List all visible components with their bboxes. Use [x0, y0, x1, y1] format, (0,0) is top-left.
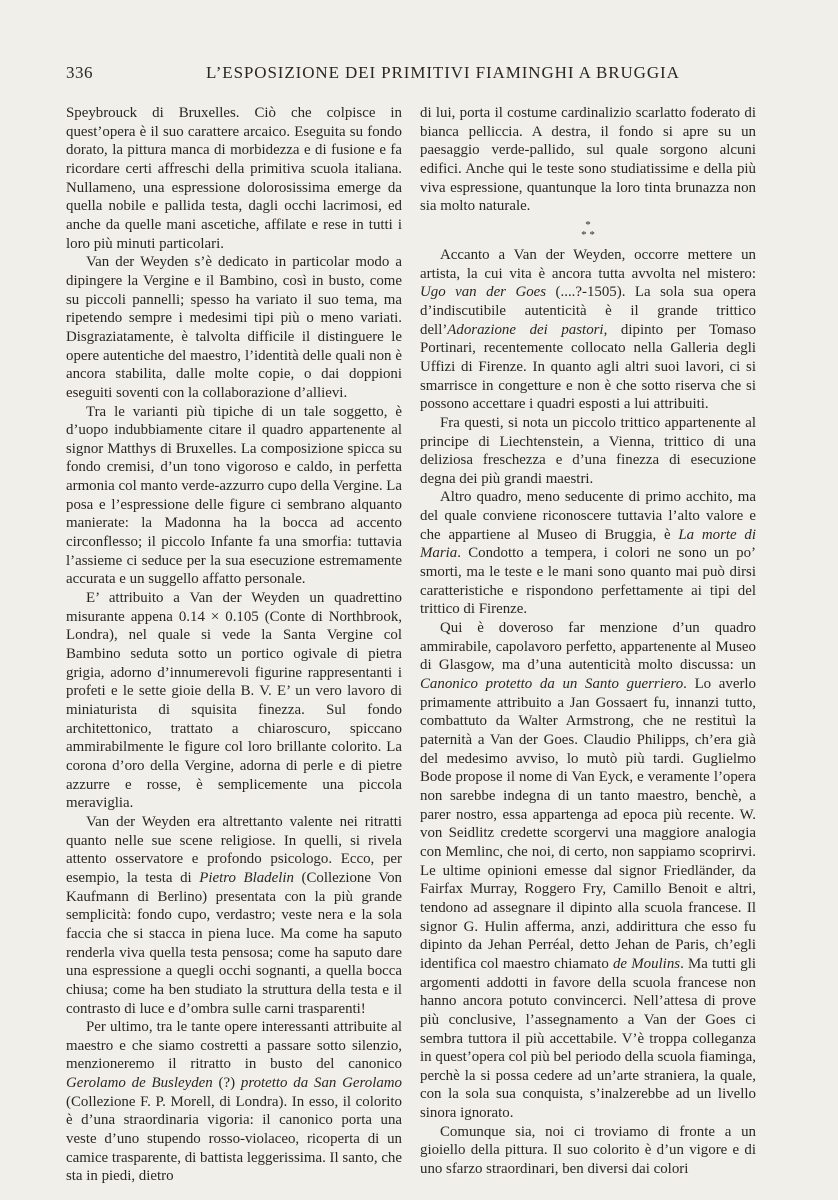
paragraph: Comunque sia, noi ci troviamo di fronte a un gioiello della pittura. Il suo colorito è d’un vigore e di uno sfarzo straordinari, ben diversi dai colori: [420, 1123, 756, 1178]
italic-title: La morte di Maria: [420, 526, 756, 562]
asterism-top: *: [585, 218, 591, 231]
paragraph: Per ultimo, tra le tante opere interessanti attribuite al maestro e che siamo costretti a passare sotto silenzio, menzioneremo il ritratto in busto del canonico Gerolamo de Busleyden (?) protetto da San Gerolamo (Collezione F. P. Morell, di Londra). In esso, il colorito è d’una straordinaria vigoria: il canonico porta una veste d’uno stupendo rosso-violaceo, ricoperta di un camice trasparente, di battista leggerissima. Il santo, che sta in piedi, dietro: [66, 1019, 402, 1185]
section-separator: [420, 216, 756, 246]
paragraph: E’ attribuito a Van der Weyden un quadrettino misurante appena 0.14 × 0.105 (Conte di Northbrook, Londra), nel quale si vede la Santa Vergine col Bambino seduta sotto un portico ogivale di pietra grigia, adorno d’innumerevoli figurine rappresentanti i profeti e le sette gioie della B. V. E’ un vero lavoro di miniaturista di squisita finezza. Sul fondo architettonico, trattato a chiaroscuro, spiccano ammirabilmente le figure col loro brillante colorito. La corona d’oro della Vergine, adorna di perle e di pietre azzurre e rosse, è semplicemente una piccola meraviglia.: [66, 590, 402, 812]
paragraph: Van der Weyden era altrettanto valente nei ritratti quanto nelle sue scene religiose. In quelli, si rivela attento osservatore e profondo psicologo. Ecco, per esempio, la testa di Pietro Bladelin (Collezione Von Kaufmann di Berlino) presentata con la più grande semplicità: fondo cupo, verdastro; veste nera e la sola faccia che si stacca in piena luce. Ma come ha saputo renderla viva quella testa pensosa; come ha saputo dare una espressione a quegli occhi sognanti, a quella bocca chiusa; come ha ben studiato la struttura della testa e il contrasto di luce e d’ombra sulle carni trasparenti!: [66, 813, 402, 1017]
page-header: [0, 63, 838, 87]
italic-title: protetto da San Gerolamo: [240, 1075, 402, 1092]
paragraph: Fra questi, si nota un piccolo trittico appartenente al principe di Liechtenstein, a Vienna, trittico di una deliziosa freschezza e d’una finezza di esecuzione degna dei più grandi maestri.: [420, 414, 756, 487]
page-number: 336: [66, 63, 93, 82]
paragraph: Qui è doveroso far menzione d’un quadro ammirabile, capolavoro perfetto, appartenente al Museo di Glasgow, ma d’una autenticità molto discussa: un Canonico protetto da un Santo guerriero. Lo averlo primamente attribuito a Jan Gossaert fu, innanzi tutto, combattuto da Walter Armstrong, che ne restituì la paternità a Van der Goes. Claudio Philipps, ch’era già del medesimo avviso, lo mutò più tardi. Guglielmo Bode propose il nome di Van Eyck, e veramente l’opera non sarebbe indegna di un tanto maestro, benchè, a parer nostro, essa appartenga ad epoca più recente. W. von Seidlitz credette scorgervi una maggiore analogia con Memlinc, che noi, di certo, non sappiamo scoprirvi. Le ultime opinioni emesse dal signor Friedländer, da Fairfax Murray, Roggero Fry, Camillo Benoit e altri, tendono ad assegnare il dipinto alla scuola francese. Il signor G. Hulin afferma, anzi, addirittura che esso fu dipinto da Jehan Perréal, detto Jehan de Paris, ch’egli identifica col maestro chiamato de Moulins. Ma tutti gli argomenti addotti in favore della scuola francese non hanno ancora potuto convincerci. Nell’attesa di prove più conclusive, l’assegnamento a Van der Goes ci sembra tuttora il più accettabile. V’è troppa colleganza in quest’opera col più bel periodo della scuola fiaminga, perchè la si possa cedere ad un’arte straniera, la quale, con la sola sua conquista, s’inalzerebbe ad un livello sinora ignorato.: [420, 620, 756, 1122]
paragraph: Altro quadro, meno seducente di primo acchito, ma del quale conviene riconoscere tuttavia l’alto valore e che appartiene al Museo di Bruggia, è La morte di Maria. Condotto a tempera, i colori ne sono un po’ smorti, ma le teste e le mani sono quanto mai può dirsi caratteristiche e rispondono perfettamente ai tipi del trittico di Firenze.: [420, 489, 756, 618]
paragraph: Van der Weyden s’è dedicato in particolar modo a dipingere la Vergine e il Bambino, così in busto, come su piccoli pannelli; spesso ha variato il suo tema, ma ripetendo sempre i medesimi tipi più o meno variati. Disgraziatamente, è talvolta difficile il distinguere le opere autentiche del maestro, l’identità delle quali non è ancora stabilita, dalle molte copie, o dai doppioni eseguiti soventi con la collaborazione d’allievi.: [66, 254, 402, 401]
right-column: [420, 104, 756, 1179]
paragraph: Accanto a Van der Weyden, occorre mettere un artista, la cui vita è ancora tutta avvolta nel mistero: Ugo van der Goes (....?-1505). La sola sua opera d’indiscutibile autenticità è il grande trittico dell’Adorazione dei pastori, dipinto per Tomaso Portinari, recentemente collocato nella Galleria degli Uffizi di Firenze. In quanto agli altri suoi lavori, ci si smarrisce in congetture e non è che sotto riserva che si possono accettare i quadri esposti a lui attribuiti.: [420, 246, 757, 413]
left-column: [66, 104, 402, 1186]
italic-title: Adorazione dei pastori: [447, 321, 604, 338]
running-title: L’ESPOSIZIONE DEI PRIMITIVI FIAMINGHI A BRUGGIA: [206, 63, 680, 82]
italic-title: Gerolamo de Busleyden: [66, 1075, 213, 1092]
paragraph: Speybrouck di Bruxelles. Ciò che colpisce in quest’opera è il suo carattere arcaico. Eseguita su fondo dorato, la pittura manca di morbidezza e di fusione e fa ricordare certi affreschi della primitiva scuola italiana. Nullameno, una espressione dolorosissima emerge da quella nobile e pallida testa, dagli occhi lacrimosi, ed anche da quelle mani ascetiche, affilate e rese in tutti i loro più minuti particolari.: [66, 105, 402, 252]
paragraph: di lui, porta il costume cardinalizio scarlatto foderato di bianca pelliccia. A destra, il fondo si apre su un paesaggio verde-pallido, sul quale sorgono alcuni edifici. Anche qui le teste sono studiatissime e della più viva espressione, quantunque la loro tinta brunazza non sia molto naturale.: [420, 105, 756, 215]
asterism-bottom: * *: [581, 228, 595, 241]
italic-title: Ugo van der Goes: [420, 284, 547, 301]
italic-title: Pietro Bladelin: [199, 869, 294, 886]
italic-title: Canonico protetto da un Santo guerriero: [420, 676, 684, 693]
italic-title: de Moulins: [612, 955, 681, 972]
paragraph: Tra le varianti più tipiche di un tale soggetto, è d’uopo indubbiamente citare il quadro appartenente al signor Matthys di Bruxelles. La composizione spicca su fondo cremisi, d’un tono vigoroso e caldo, in perfetta armonia col manto verde-azzurro cupo della Vergine. La posa e l’espressione delle figure ci sembrano alquanto manierate: la Madonna ha la bocca ad accento circonflesso; il piccolo Infante fa una smorfia: tuttavia l’assieme ci seduce per la sua esecuzione estremamente accurata e un suggello affatto personale.: [66, 403, 402, 588]
